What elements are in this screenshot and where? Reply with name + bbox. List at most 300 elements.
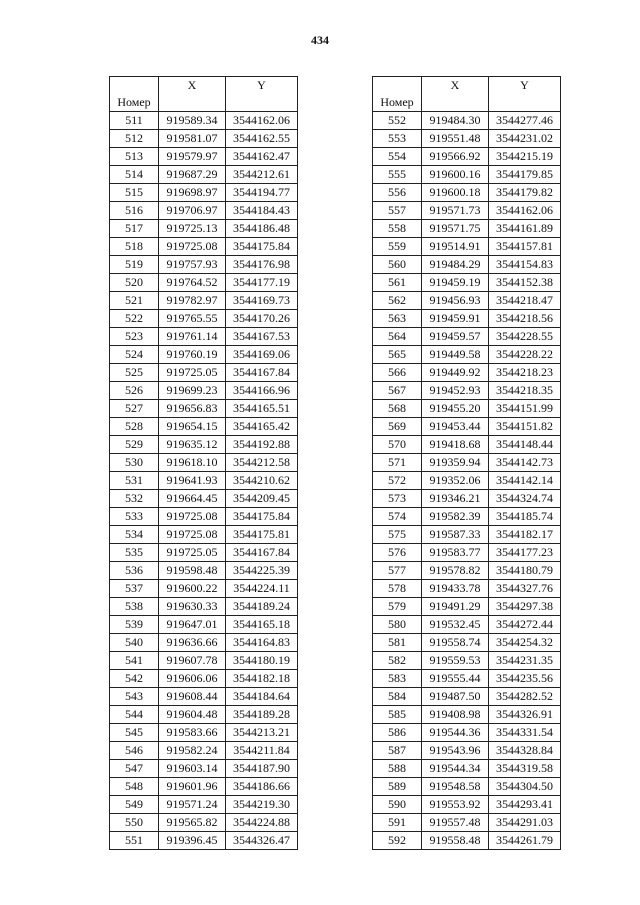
table-row (373, 202, 561, 220)
x-coordinate-cell: 919491.29 (422, 598, 489, 616)
header-number: Номер (373, 77, 422, 112)
point-number-cell: 556 (373, 184, 422, 202)
x-coordinate-cell: 919760.19 (159, 346, 226, 364)
y-coordinate-cell: 3544219.30 (226, 796, 298, 814)
table-row (373, 634, 561, 652)
y-coordinate-cell: 3544215.19 (489, 148, 561, 166)
table-row (373, 220, 561, 238)
point-number-cell: 547 (110, 760, 159, 778)
x-coordinate-cell: 919725.08 (159, 508, 226, 526)
point-number-cell: 549 (110, 796, 159, 814)
x-coordinate-cell: 919725.05 (159, 364, 226, 382)
table-row (373, 418, 561, 436)
point-number-cell: 590 (373, 796, 422, 814)
point-number-cell: 570 (373, 436, 422, 454)
x-coordinate-cell: 919664.45 (159, 490, 226, 508)
header-y: Y (489, 77, 561, 112)
x-coordinate-cell: 919589.34 (159, 112, 226, 130)
x-coordinate-cell: 919600.22 (159, 580, 226, 598)
y-coordinate-cell: 3544224.88 (226, 814, 298, 832)
point-number-cell: 523 (110, 328, 159, 346)
point-number-cell: 575 (373, 526, 422, 544)
y-coordinate-cell: 3544164.83 (226, 634, 298, 652)
x-coordinate-cell: 919757.93 (159, 256, 226, 274)
y-coordinate-cell: 3544180.19 (226, 652, 298, 670)
point-number-cell: 529 (110, 436, 159, 454)
table-row (110, 382, 298, 400)
x-coordinate-cell: 919484.30 (422, 112, 489, 130)
y-coordinate-cell: 3544328.84 (489, 742, 561, 760)
point-number-cell: 511 (110, 112, 159, 130)
y-coordinate-cell: 3544152.38 (489, 274, 561, 292)
y-coordinate-cell: 3544182.17 (489, 526, 561, 544)
table-row (110, 364, 298, 382)
y-coordinate-cell: 3544170.26 (226, 310, 298, 328)
table-row (110, 760, 298, 778)
table-row (110, 130, 298, 148)
y-coordinate-cell: 3544165.18 (226, 616, 298, 634)
x-coordinate-cell: 919553.92 (422, 796, 489, 814)
point-number-cell: 584 (373, 688, 422, 706)
table-row (110, 832, 298, 850)
y-coordinate-cell: 3544327.76 (489, 580, 561, 598)
x-coordinate-cell: 919452.93 (422, 382, 489, 400)
table-row (110, 598, 298, 616)
table-row (110, 346, 298, 364)
header-x: X (422, 77, 489, 112)
point-number-cell: 540 (110, 634, 159, 652)
point-number-cell: 538 (110, 598, 159, 616)
point-number-cell: 573 (373, 490, 422, 508)
table-row (110, 724, 298, 742)
x-coordinate-cell: 919557.48 (422, 814, 489, 832)
point-number-cell: 571 (373, 454, 422, 472)
x-coordinate-cell: 919618.10 (159, 454, 226, 472)
point-number-cell: 560 (373, 256, 422, 274)
x-coordinate-cell: 919579.97 (159, 148, 226, 166)
table-row (110, 778, 298, 796)
table-row (373, 832, 561, 850)
table-row (110, 256, 298, 274)
table-row (110, 796, 298, 814)
point-number-cell: 534 (110, 526, 159, 544)
point-number-cell: 563 (373, 310, 422, 328)
point-number-cell: 578 (373, 580, 422, 598)
y-coordinate-cell: 3544212.61 (226, 166, 298, 184)
point-number-cell: 548 (110, 778, 159, 796)
table-row (110, 562, 298, 580)
table-row (110, 526, 298, 544)
point-number-cell: 514 (110, 166, 159, 184)
x-coordinate-cell: 919582.39 (422, 508, 489, 526)
table-row (373, 814, 561, 832)
table-row (373, 238, 561, 256)
y-coordinate-cell: 3544177.19 (226, 274, 298, 292)
point-number-cell: 546 (110, 742, 159, 760)
x-coordinate-cell: 919656.83 (159, 400, 226, 418)
x-coordinate-cell: 919565.82 (159, 814, 226, 832)
y-coordinate-cell: 3544151.82 (489, 418, 561, 436)
y-coordinate-cell: 3544154.83 (489, 256, 561, 274)
coordinates-table-left (109, 76, 298, 850)
x-coordinate-cell: 919559.53 (422, 652, 489, 670)
y-coordinate-cell: 3544224.11 (226, 580, 298, 598)
table-row (373, 508, 561, 526)
table-row (373, 328, 561, 346)
x-coordinate-cell: 919636.66 (159, 634, 226, 652)
table-row (110, 202, 298, 220)
x-coordinate-cell: 919699.23 (159, 382, 226, 400)
y-coordinate-cell: 3544218.35 (489, 382, 561, 400)
y-coordinate-cell: 3544175.84 (226, 508, 298, 526)
x-coordinate-cell: 919433.78 (422, 580, 489, 598)
point-number-cell: 526 (110, 382, 159, 400)
table-row (373, 616, 561, 634)
y-coordinate-cell: 3544179.85 (489, 166, 561, 184)
y-coordinate-cell: 3544293.41 (489, 796, 561, 814)
table-row (373, 742, 561, 760)
x-coordinate-cell: 919583.66 (159, 724, 226, 742)
point-number-cell: 535 (110, 544, 159, 562)
x-coordinate-cell: 919543.96 (422, 742, 489, 760)
point-number-cell: 582 (373, 652, 422, 670)
x-coordinate-cell: 919725.05 (159, 544, 226, 562)
point-number-cell: 519 (110, 256, 159, 274)
point-number-cell: 525 (110, 364, 159, 382)
table-row (110, 742, 298, 760)
table-row (110, 310, 298, 328)
x-coordinate-cell: 919725.13 (159, 220, 226, 238)
y-coordinate-cell: 3544218.56 (489, 310, 561, 328)
header-x: X (159, 77, 226, 112)
y-coordinate-cell: 3544326.91 (489, 706, 561, 724)
table-row (110, 292, 298, 310)
table-row (373, 526, 561, 544)
table-row (110, 706, 298, 724)
table-row (110, 238, 298, 256)
x-coordinate-cell: 919449.58 (422, 346, 489, 364)
x-coordinate-cell: 919582.24 (159, 742, 226, 760)
table-row (110, 112, 298, 130)
y-coordinate-cell: 3544225.39 (226, 562, 298, 580)
x-coordinate-cell: 919630.33 (159, 598, 226, 616)
y-coordinate-cell: 3544228.22 (489, 346, 561, 364)
x-coordinate-cell: 919459.91 (422, 310, 489, 328)
y-coordinate-cell: 3544179.82 (489, 184, 561, 202)
header-number: Номер (110, 77, 159, 112)
table-row (373, 436, 561, 454)
table-row (373, 706, 561, 724)
y-coordinate-cell: 3544161.89 (489, 220, 561, 238)
x-coordinate-cell: 919601.96 (159, 778, 226, 796)
point-number-cell: 566 (373, 364, 422, 382)
y-coordinate-cell: 3544213.21 (226, 724, 298, 742)
x-coordinate-cell: 919359.94 (422, 454, 489, 472)
table-row (373, 112, 561, 130)
table-row (110, 814, 298, 832)
table-row (110, 220, 298, 238)
y-coordinate-cell: 3544319.58 (489, 760, 561, 778)
y-coordinate-cell: 3544175.84 (226, 238, 298, 256)
point-number-cell: 554 (373, 148, 422, 166)
x-coordinate-cell: 919352.06 (422, 472, 489, 490)
y-coordinate-cell: 3544277.46 (489, 112, 561, 130)
point-number-cell: 550 (110, 814, 159, 832)
table-row (373, 490, 561, 508)
point-number-cell: 574 (373, 508, 422, 526)
point-number-cell: 543 (110, 688, 159, 706)
x-coordinate-cell: 919571.24 (159, 796, 226, 814)
x-coordinate-cell: 919558.74 (422, 634, 489, 652)
y-coordinate-cell: 3544261.79 (489, 832, 561, 850)
x-coordinate-cell: 919764.52 (159, 274, 226, 292)
x-coordinate-cell: 919583.77 (422, 544, 489, 562)
table-row (373, 652, 561, 670)
point-number-cell: 587 (373, 742, 422, 760)
y-coordinate-cell: 3544169.06 (226, 346, 298, 364)
x-coordinate-cell: 919459.19 (422, 274, 489, 292)
table-row (110, 166, 298, 184)
x-coordinate-cell: 919551.48 (422, 130, 489, 148)
y-coordinate-cell: 3544297.38 (489, 598, 561, 616)
x-coordinate-cell: 919548.58 (422, 778, 489, 796)
y-coordinate-cell: 3544282.52 (489, 688, 561, 706)
table-row (110, 454, 298, 472)
x-coordinate-cell: 919647.01 (159, 616, 226, 634)
x-coordinate-cell: 919765.55 (159, 310, 226, 328)
x-coordinate-cell: 919484.29 (422, 256, 489, 274)
y-coordinate-cell: 3544184.64 (226, 688, 298, 706)
table-row (373, 310, 561, 328)
y-coordinate-cell: 3544187.90 (226, 760, 298, 778)
y-coordinate-cell: 3544272.44 (489, 616, 561, 634)
y-coordinate-cell: 3544189.24 (226, 598, 298, 616)
point-number-cell: 544 (110, 706, 159, 724)
x-coordinate-cell: 919608.44 (159, 688, 226, 706)
point-number-cell: 581 (373, 634, 422, 652)
table-row (110, 148, 298, 166)
y-coordinate-cell: 3544186.66 (226, 778, 298, 796)
y-coordinate-cell: 3544185.74 (489, 508, 561, 526)
table-row (373, 796, 561, 814)
x-coordinate-cell: 919603.14 (159, 760, 226, 778)
table-row (373, 400, 561, 418)
x-coordinate-cell: 919418.68 (422, 436, 489, 454)
point-number-cell: 558 (373, 220, 422, 238)
point-number-cell: 541 (110, 652, 159, 670)
y-coordinate-cell: 3544162.55 (226, 130, 298, 148)
table-row (373, 346, 561, 364)
table-row (110, 274, 298, 292)
table-row (373, 562, 561, 580)
table-row (110, 328, 298, 346)
table-row (373, 382, 561, 400)
y-coordinate-cell: 3544326.47 (226, 832, 298, 850)
y-coordinate-cell: 3544192.88 (226, 436, 298, 454)
x-coordinate-cell: 919571.73 (422, 202, 489, 220)
point-number-cell: 521 (110, 292, 159, 310)
y-coordinate-cell: 3544166.96 (226, 382, 298, 400)
point-number-cell: 524 (110, 346, 159, 364)
y-coordinate-cell: 3544254.32 (489, 634, 561, 652)
x-coordinate-cell: 919654.15 (159, 418, 226, 436)
x-coordinate-cell: 919687.29 (159, 166, 226, 184)
y-coordinate-cell: 3544151.99 (489, 400, 561, 418)
point-number-cell: 545 (110, 724, 159, 742)
point-number-cell: 536 (110, 562, 159, 580)
page-number: 434 (311, 33, 329, 47)
point-number-cell: 592 (373, 832, 422, 850)
point-number-cell: 561 (373, 274, 422, 292)
table-row (373, 364, 561, 382)
x-coordinate-cell: 919555.44 (422, 670, 489, 688)
x-coordinate-cell: 919455.20 (422, 400, 489, 418)
y-coordinate-cell: 3544148.44 (489, 436, 561, 454)
point-number-cell: 515 (110, 184, 159, 202)
point-number-cell: 539 (110, 616, 159, 634)
point-number-cell: 513 (110, 148, 159, 166)
x-coordinate-cell: 919725.08 (159, 238, 226, 256)
table-row (373, 274, 561, 292)
y-coordinate-cell: 3544194.77 (226, 184, 298, 202)
y-coordinate-cell: 3544231.35 (489, 652, 561, 670)
x-coordinate-cell: 919449.92 (422, 364, 489, 382)
y-coordinate-cell: 3544175.81 (226, 526, 298, 544)
x-coordinate-cell: 919607.78 (159, 652, 226, 670)
point-number-cell: 537 (110, 580, 159, 598)
y-coordinate-cell: 3544167.53 (226, 328, 298, 346)
point-number-cell: 532 (110, 490, 159, 508)
x-coordinate-cell: 919782.97 (159, 292, 226, 310)
table-row (373, 256, 561, 274)
table-row (373, 544, 561, 562)
table-row (110, 472, 298, 490)
x-coordinate-cell: 919587.33 (422, 526, 489, 544)
x-coordinate-cell: 919581.07 (159, 130, 226, 148)
table-row (110, 634, 298, 652)
point-number-cell: 517 (110, 220, 159, 238)
y-coordinate-cell: 3544186.48 (226, 220, 298, 238)
point-number-cell: 518 (110, 238, 159, 256)
y-coordinate-cell: 3544209.45 (226, 490, 298, 508)
point-number-cell: 512 (110, 130, 159, 148)
x-coordinate-cell: 919566.92 (422, 148, 489, 166)
point-number-cell: 577 (373, 562, 422, 580)
y-coordinate-cell: 3544157.81 (489, 238, 561, 256)
x-coordinate-cell: 919725.08 (159, 526, 226, 544)
point-number-cell: 567 (373, 382, 422, 400)
y-coordinate-cell: 3544162.06 (489, 202, 561, 220)
table-row (110, 688, 298, 706)
x-coordinate-cell: 919558.48 (422, 832, 489, 850)
y-coordinate-cell: 3544189.28 (226, 706, 298, 724)
table-row (110, 418, 298, 436)
point-number-cell: 572 (373, 472, 422, 490)
point-number-cell: 562 (373, 292, 422, 310)
y-coordinate-cell: 3544167.84 (226, 544, 298, 562)
point-number-cell: 569 (373, 418, 422, 436)
table-row (373, 670, 561, 688)
x-coordinate-cell: 919600.18 (422, 184, 489, 202)
y-coordinate-cell: 3544218.23 (489, 364, 561, 382)
x-coordinate-cell: 919635.12 (159, 436, 226, 454)
y-coordinate-cell: 3544167.84 (226, 364, 298, 382)
coordinates-table-right (372, 76, 561, 850)
table-row (110, 670, 298, 688)
y-coordinate-cell: 3544210.62 (226, 472, 298, 490)
point-number-cell: 564 (373, 328, 422, 346)
header-row (373, 77, 561, 112)
y-coordinate-cell: 3544180.79 (489, 562, 561, 580)
x-coordinate-cell: 919604.48 (159, 706, 226, 724)
point-number-cell: 516 (110, 202, 159, 220)
point-number-cell: 589 (373, 778, 422, 796)
y-coordinate-cell: 3544331.54 (489, 724, 561, 742)
point-number-cell: 576 (373, 544, 422, 562)
x-coordinate-cell: 919459.57 (422, 328, 489, 346)
point-number-cell: 588 (373, 760, 422, 778)
point-number-cell: 520 (110, 274, 159, 292)
point-number-cell: 555 (373, 166, 422, 184)
table-row (373, 454, 561, 472)
point-number-cell: 522 (110, 310, 159, 328)
x-coordinate-cell: 919598.48 (159, 562, 226, 580)
y-coordinate-cell: 3544184.43 (226, 202, 298, 220)
table-row (110, 616, 298, 634)
y-coordinate-cell: 3544211.84 (226, 742, 298, 760)
table-row (110, 436, 298, 454)
x-coordinate-cell: 919544.34 (422, 760, 489, 778)
y-coordinate-cell: 3544165.42 (226, 418, 298, 436)
y-coordinate-cell: 3544176.98 (226, 256, 298, 274)
point-number-cell: 533 (110, 508, 159, 526)
y-coordinate-cell: 3544162.47 (226, 148, 298, 166)
x-coordinate-cell: 919514.91 (422, 238, 489, 256)
y-coordinate-cell: 3544142.14 (489, 472, 561, 490)
table-row (110, 544, 298, 562)
table-row (110, 508, 298, 526)
table-row (373, 148, 561, 166)
table-row (373, 130, 561, 148)
point-number-cell: 585 (373, 706, 422, 724)
point-number-cell: 586 (373, 724, 422, 742)
y-coordinate-cell: 3544291.03 (489, 814, 561, 832)
table-row (373, 472, 561, 490)
point-number-cell: 583 (373, 670, 422, 688)
table-row (373, 760, 561, 778)
y-coordinate-cell: 3544324.74 (489, 490, 561, 508)
point-number-cell: 580 (373, 616, 422, 634)
point-number-cell: 559 (373, 238, 422, 256)
x-coordinate-cell: 919453.44 (422, 418, 489, 436)
point-number-cell: 528 (110, 418, 159, 436)
y-coordinate-cell: 3544218.47 (489, 292, 561, 310)
point-number-cell: 568 (373, 400, 422, 418)
table-row (110, 652, 298, 670)
y-coordinate-cell: 3544165.51 (226, 400, 298, 418)
point-number-cell: 527 (110, 400, 159, 418)
y-coordinate-cell: 3544228.55 (489, 328, 561, 346)
table-row (373, 598, 561, 616)
table-row (373, 184, 561, 202)
table-row (373, 688, 561, 706)
y-coordinate-cell: 3544235.56 (489, 670, 561, 688)
point-number-cell: 552 (373, 112, 422, 130)
x-coordinate-cell: 919346.21 (422, 490, 489, 508)
point-number-cell: 530 (110, 454, 159, 472)
table-row (110, 400, 298, 418)
y-coordinate-cell: 3544162.06 (226, 112, 298, 130)
